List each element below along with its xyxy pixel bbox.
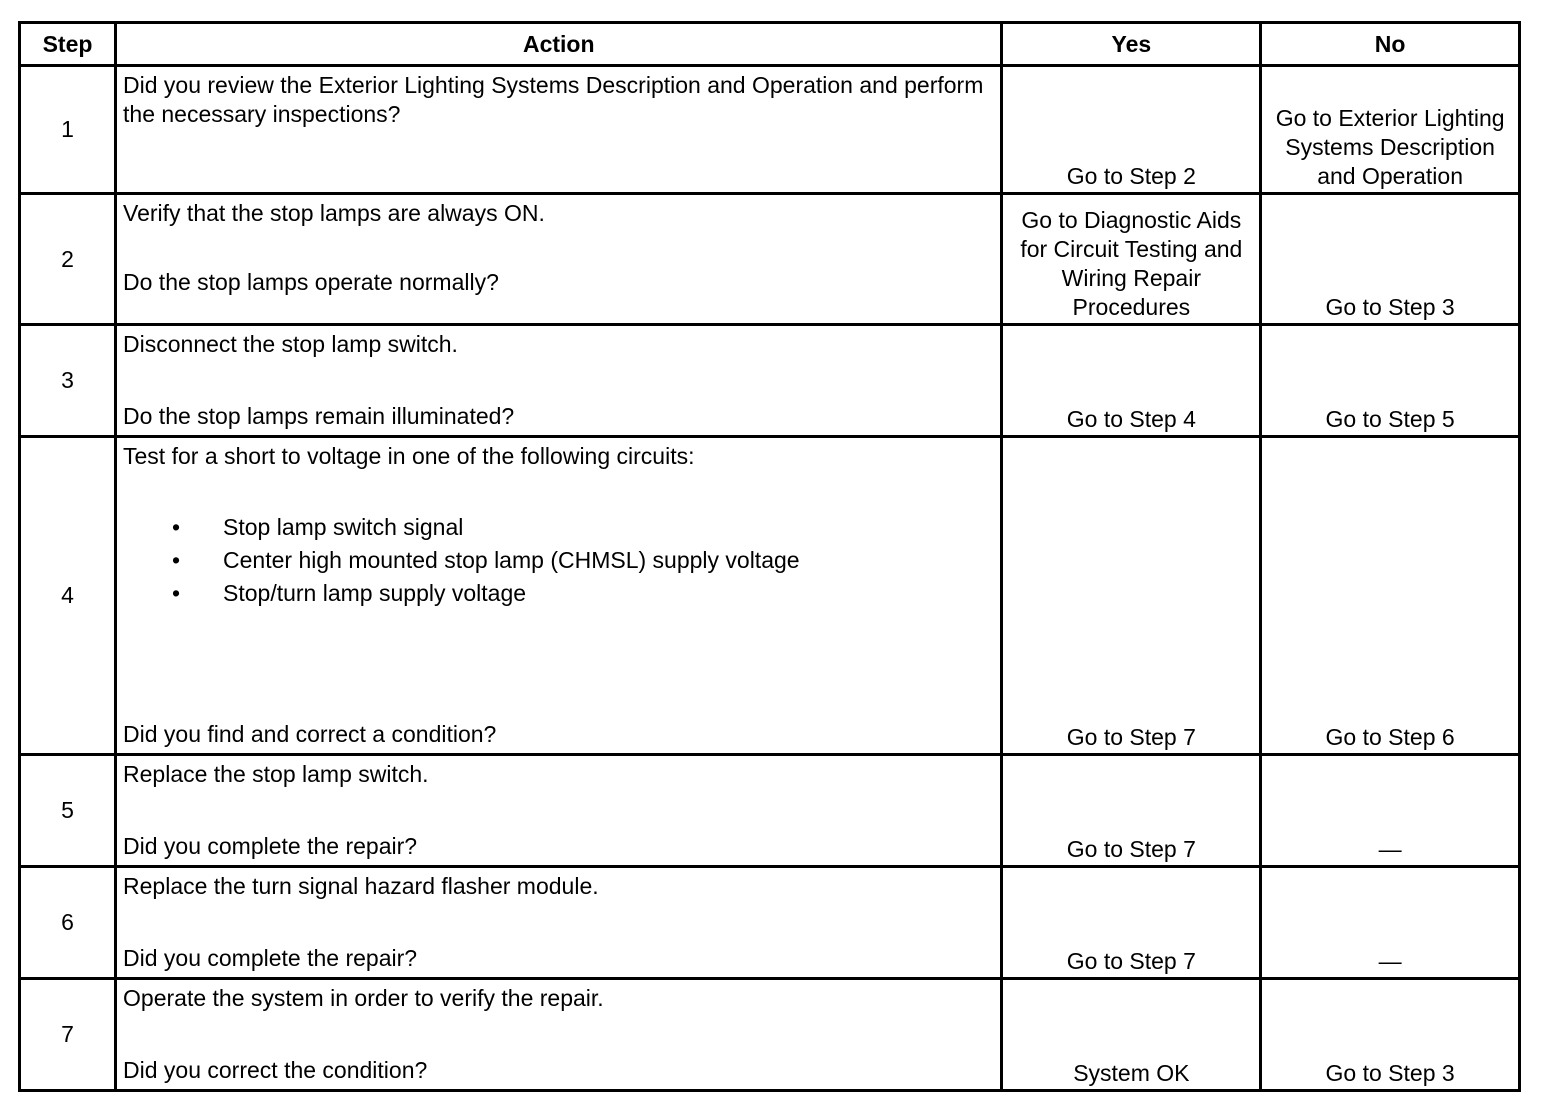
no-cell: Go to Step 6 [1261, 437, 1520, 755]
circuit-list [123, 513, 994, 608]
action-cell [116, 755, 1002, 867]
table-row [20, 867, 1520, 979]
action-question: Did you correct the condition? [123, 1057, 428, 1083]
table-row [20, 979, 1520, 1091]
yes-cell: Go to Step 7 [1002, 755, 1261, 867]
bullet-icon: • [172, 547, 181, 573]
header-row [20, 23, 1520, 66]
table-row [20, 194, 1520, 325]
header-no: No [1261, 23, 1520, 66]
step-number: 6 [20, 867, 116, 979]
yes-cell: Go to Step 4 [1002, 325, 1261, 437]
list-item: • Center high mounted stop lamp (CHMSL) supply voltage [172, 547, 800, 573]
step-number: 5 [20, 755, 116, 867]
yes-cell: System OK [1002, 979, 1261, 1091]
action-cell [116, 325, 1002, 437]
yes-cell: Go to Step 7 [1002, 867, 1261, 979]
step-number: 1 [20, 66, 116, 194]
no-cell: Go to Step 5 [1261, 325, 1520, 437]
action-cell [116, 867, 1002, 979]
no-cell: Go to Step 3 [1261, 194, 1520, 325]
no-cell: Go to Exterior Lighting Systems Description and Operation [1261, 66, 1520, 194]
header-yes: Yes [1002, 23, 1261, 66]
action-text: Test for a short to voltage in one of the following circuits: [123, 443, 695, 469]
no-cell: — [1261, 867, 1520, 979]
step-number: 3 [20, 325, 116, 437]
action-question: Did you complete the repair? [123, 945, 418, 971]
action-text: Verify that the stop lamps are always ON. [123, 200, 545, 226]
yes-cell: Go to Step 2 [1002, 66, 1261, 194]
table-row [20, 755, 1520, 867]
action-text: Replace the stop lamp switch. [123, 761, 429, 787]
diagnostic-table [18, 21, 1521, 1092]
bullet-icon: • [172, 580, 181, 606]
table-row [20, 437, 1520, 755]
header-action: Action [116, 23, 1002, 66]
action-text: Replace the turn signal hazard flasher module. [123, 873, 599, 899]
action-cell [116, 194, 1002, 325]
bullet-icon: • [172, 514, 181, 540]
no-cell: Go to Step 3 [1261, 979, 1520, 1091]
yes-cell: Go to Diagnostic Aids for Circuit Testing and Wiring Repair Procedures [1002, 194, 1261, 325]
action-cell [116, 979, 1002, 1091]
table-row [20, 66, 1520, 194]
action-question: Do the stop lamps operate normally? [123, 269, 499, 295]
action-text: Operate the system in order to verify the repair. [123, 985, 604, 1011]
action-text: Disconnect the stop lamp switch. [123, 331, 458, 357]
header-step: Step [20, 23, 116, 66]
no-cell: — [1261, 755, 1520, 867]
yes-cell: Go to Step 7 [1002, 437, 1261, 755]
action-cell [116, 66, 1002, 194]
step-number: 4 [20, 437, 116, 755]
step-number: 2 [20, 194, 116, 325]
step-number: 7 [20, 979, 116, 1091]
action-question: Did you complete the repair? [123, 833, 418, 859]
action-cell [116, 437, 1002, 755]
list-item: • Stop/turn lamp supply voltage [172, 580, 527, 606]
action-text: Did you review the Exterior Lighting Systems Description and Operation and perform the necessary inspections? [123, 72, 984, 127]
action-question: Did you find and correct a condition? [123, 721, 497, 747]
action-question: Do the stop lamps remain illuminated? [123, 403, 515, 429]
table-row [20, 325, 1520, 437]
list-item: • Stop lamp switch signal [172, 514, 464, 540]
